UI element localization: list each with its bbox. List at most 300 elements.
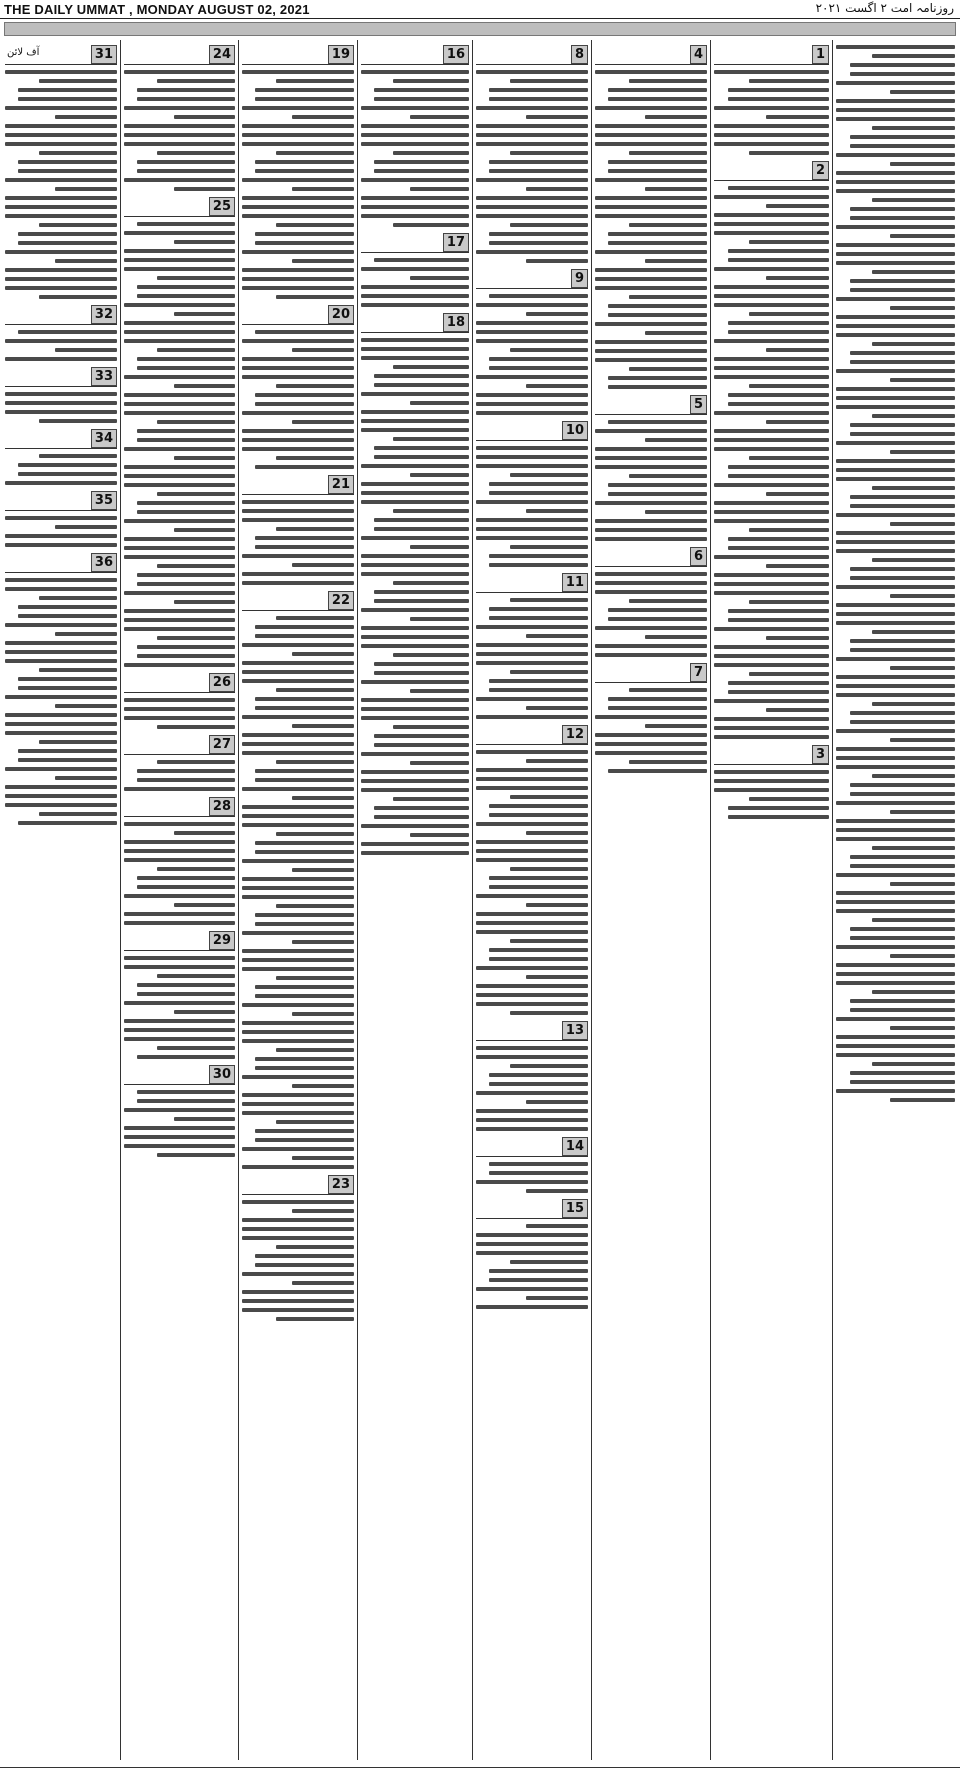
text-line <box>836 540 955 544</box>
text-line <box>476 643 588 647</box>
text-line <box>374 527 469 531</box>
item-number-badge <box>812 45 829 64</box>
text-line <box>5 803 117 807</box>
text-line <box>714 779 829 783</box>
text-line <box>476 1091 588 1095</box>
text-line <box>714 142 829 146</box>
text-line <box>55 525 117 529</box>
text-line <box>242 1227 354 1231</box>
item-number: 1 <box>815 47 825 62</box>
text-line <box>872 486 955 490</box>
text-line <box>137 294 235 298</box>
text-line <box>18 614 117 618</box>
news-item-header <box>124 734 235 755</box>
text-line <box>5 534 117 538</box>
text-line <box>836 531 955 535</box>
text-line <box>292 1084 354 1088</box>
text-line <box>5 142 117 146</box>
text-line <box>5 286 117 290</box>
text-line <box>157 564 235 568</box>
text-line <box>489 1278 588 1282</box>
text-line <box>489 1073 588 1077</box>
text-line <box>629 223 707 227</box>
news-item-text <box>361 258 469 307</box>
text-line <box>595 715 707 719</box>
text-line <box>714 645 829 649</box>
news-item-header <box>476 420 588 441</box>
text-line <box>242 268 354 272</box>
text-line <box>255 985 354 989</box>
text-line <box>476 777 588 781</box>
text-line <box>255 922 354 926</box>
text-line <box>728 186 829 190</box>
item-number: 35 <box>94 493 113 508</box>
text-line <box>595 133 707 137</box>
text-line <box>137 573 235 577</box>
text-line <box>476 966 588 970</box>
news-item-text <box>476 750 588 1015</box>
text-line <box>255 169 354 173</box>
text-line <box>361 680 469 684</box>
text-line <box>489 357 588 361</box>
text-line <box>361 70 469 74</box>
text-line <box>410 689 469 693</box>
text-line <box>410 833 469 837</box>
text-line <box>836 315 955 319</box>
text-line <box>242 509 354 513</box>
text-line <box>137 1090 235 1094</box>
text-line <box>836 387 955 391</box>
text-line <box>749 151 830 155</box>
text-line <box>850 423 955 427</box>
text-line <box>836 684 955 688</box>
text-line <box>836 297 955 301</box>
text-line <box>137 169 235 173</box>
text-line <box>242 70 354 74</box>
text-line <box>361 851 469 855</box>
text-line <box>157 151 235 155</box>
text-line <box>410 401 469 405</box>
text-line <box>476 1242 588 1246</box>
header-rule-bar <box>4 22 956 36</box>
text-line <box>608 706 707 710</box>
text-line <box>510 223 588 227</box>
item-number: 9 <box>574 271 584 286</box>
text-line <box>476 330 588 334</box>
text-line <box>5 268 117 272</box>
text-line <box>18 677 117 681</box>
text-line <box>836 153 955 157</box>
text-line <box>124 267 235 271</box>
text-line <box>850 711 955 715</box>
text-line <box>766 708 829 712</box>
text-line <box>850 648 955 652</box>
item-number-badge <box>209 931 235 950</box>
text-line <box>850 495 955 499</box>
news-item-header <box>714 44 829 65</box>
text-line <box>361 428 469 432</box>
text-line <box>292 259 354 263</box>
text-line <box>489 88 588 92</box>
text-line <box>836 729 955 733</box>
text-line <box>872 414 955 418</box>
text-line <box>55 632 117 636</box>
text-line <box>55 704 117 708</box>
text-line <box>361 608 469 612</box>
text-line <box>255 545 354 549</box>
text-line <box>836 1017 955 1021</box>
news-item-header <box>5 44 117 65</box>
text-line <box>255 160 354 164</box>
text-line <box>728 330 829 334</box>
news-item-text <box>595 572 707 657</box>
text-line <box>489 813 588 817</box>
text-line <box>714 654 829 658</box>
text-line <box>608 420 707 424</box>
text-line <box>174 115 235 119</box>
text-line <box>361 536 469 540</box>
text-line <box>526 384 588 388</box>
text-line <box>242 715 354 719</box>
text-line <box>242 286 354 290</box>
news-item-header <box>5 428 117 449</box>
text-line <box>137 357 235 361</box>
news-item-header <box>476 572 588 593</box>
text-line <box>242 1218 354 1222</box>
text-line <box>361 303 469 307</box>
item-number-badge <box>443 233 469 252</box>
news-item-header <box>5 304 117 325</box>
text-line <box>124 1001 235 1005</box>
text-line <box>595 751 707 755</box>
news-item-text <box>5 516 117 547</box>
text-line <box>361 133 469 137</box>
text-line <box>645 331 707 335</box>
news-item-text <box>5 454 117 485</box>
text-line <box>836 513 955 517</box>
column-2 <box>120 40 238 1760</box>
text-line <box>850 927 955 931</box>
text-line <box>608 304 707 308</box>
text-line <box>39 419 117 423</box>
text-line <box>476 840 588 844</box>
text-line <box>595 590 707 594</box>
text-line <box>124 840 235 844</box>
text-line <box>361 572 469 576</box>
text-line <box>393 223 469 227</box>
text-line <box>5 578 117 582</box>
text-line <box>18 169 117 173</box>
item-number-badge <box>690 45 707 64</box>
text-line <box>55 115 117 119</box>
text-line <box>292 940 354 944</box>
text-line <box>124 618 235 622</box>
text-line <box>292 1209 354 1213</box>
item-number: 10 <box>565 423 584 438</box>
text-line <box>872 1062 955 1066</box>
text-line <box>595 340 707 344</box>
text-line <box>174 1010 235 1014</box>
text-line <box>728 393 829 397</box>
text-line <box>124 537 235 541</box>
text-line <box>18 749 117 753</box>
text-line <box>374 815 469 819</box>
text-line <box>39 812 117 816</box>
text-line <box>393 797 469 801</box>
text-line <box>393 509 469 513</box>
text-line <box>850 288 955 292</box>
text-line <box>5 196 117 200</box>
text-line <box>255 1129 354 1133</box>
text-line <box>361 698 469 702</box>
text-line <box>749 528 830 532</box>
text-line <box>393 653 469 657</box>
text-line <box>890 954 955 958</box>
text-line <box>595 196 707 200</box>
item-number: 25 <box>212 199 231 214</box>
text-line <box>595 456 707 460</box>
text-line <box>629 474 707 478</box>
text-line <box>850 720 955 724</box>
text-line <box>890 738 955 742</box>
text-line <box>836 765 955 769</box>
text-line <box>137 88 235 92</box>
text-line <box>137 510 235 514</box>
text-line <box>361 500 469 504</box>
text-line <box>174 528 235 532</box>
text-line <box>276 1317 354 1321</box>
news-item-text <box>242 330 354 469</box>
text-line <box>5 70 117 74</box>
text-line <box>526 903 588 907</box>
text-line <box>489 607 588 611</box>
text-line <box>18 472 117 476</box>
text-line <box>242 205 354 209</box>
text-line <box>629 295 707 299</box>
text-line <box>242 1147 354 1151</box>
item-number-badge <box>562 421 588 440</box>
text-line <box>137 778 235 782</box>
news-item-header <box>476 268 588 289</box>
text-line <box>608 160 707 164</box>
text-line <box>595 447 707 451</box>
item-number-badge <box>328 475 354 494</box>
text-line <box>645 438 707 442</box>
text-line <box>714 770 829 774</box>
text-line <box>714 510 829 514</box>
text-line <box>836 1035 955 1039</box>
text-line <box>242 751 354 755</box>
text-line <box>5 713 117 717</box>
item-number: 16 <box>446 47 465 62</box>
text-line <box>595 277 707 281</box>
text-line <box>242 1200 354 1204</box>
text-line <box>850 936 955 940</box>
text-line <box>836 972 955 976</box>
text-line <box>836 603 955 607</box>
text-line <box>124 474 235 478</box>
text-line <box>5 357 117 361</box>
item-number: 28 <box>212 799 231 814</box>
text-line <box>276 79 354 83</box>
text-line <box>410 276 469 280</box>
text-line <box>255 769 354 773</box>
text-line <box>292 115 354 119</box>
text-line <box>276 527 354 531</box>
text-line <box>714 591 829 595</box>
text-line <box>836 108 955 112</box>
text-line <box>157 725 235 729</box>
text-line <box>850 576 955 580</box>
text-line <box>361 788 469 792</box>
text-line <box>242 411 354 415</box>
news-item-header <box>242 590 354 611</box>
text-line <box>608 97 707 101</box>
text-line <box>18 232 117 236</box>
item-number-badge <box>690 395 707 414</box>
text-line <box>728 321 829 325</box>
text-line <box>476 455 588 459</box>
text-line <box>5 178 117 182</box>
item-number-badge <box>91 429 117 448</box>
text-line <box>18 330 117 334</box>
text-line <box>374 599 469 603</box>
text-line <box>836 333 955 337</box>
text-line <box>292 796 354 800</box>
item-number: 29 <box>212 933 231 948</box>
text-line <box>137 429 235 433</box>
text-line <box>242 133 354 137</box>
text-line <box>476 858 588 862</box>
text-line <box>137 885 235 889</box>
text-line <box>124 591 235 595</box>
text-line <box>850 999 955 1003</box>
text-line <box>476 625 588 629</box>
item-number: 14 <box>565 1139 584 1154</box>
text-line <box>242 814 354 818</box>
text-line <box>850 351 955 355</box>
text-line <box>714 429 829 433</box>
text-line <box>476 1046 588 1050</box>
item-number-badge <box>209 735 235 754</box>
item-number: 21 <box>331 477 350 492</box>
text-line <box>714 285 829 289</box>
text-line <box>836 396 955 400</box>
news-item-header <box>476 1198 588 1219</box>
item-number-badge <box>209 797 235 816</box>
news-item-text <box>595 70 707 389</box>
item-number: 30 <box>212 1067 231 1082</box>
news-item-text <box>361 338 469 855</box>
text-line <box>137 983 235 987</box>
text-line <box>489 554 588 558</box>
text-line <box>124 124 235 128</box>
text-line <box>608 769 707 773</box>
text-line <box>476 303 588 307</box>
text-line <box>5 205 117 209</box>
text-line <box>276 976 354 980</box>
text-line <box>292 868 354 872</box>
text-line <box>872 990 955 994</box>
text-line <box>595 250 707 254</box>
item-number: 17 <box>446 235 465 250</box>
text-line <box>374 88 469 92</box>
text-line <box>714 222 829 226</box>
text-line <box>55 187 117 191</box>
text-line <box>410 115 469 119</box>
text-line <box>18 241 117 245</box>
text-line <box>361 294 469 298</box>
news-item-header <box>595 394 707 415</box>
item-number: 12 <box>565 727 584 742</box>
text-line <box>645 187 707 191</box>
news-item-text <box>124 760 235 791</box>
text-line <box>836 243 955 247</box>
news-item-text <box>242 70 354 299</box>
text-line <box>137 501 235 505</box>
text-line <box>714 483 829 487</box>
text-line <box>242 1290 354 1294</box>
text-line <box>836 189 955 193</box>
text-line <box>410 761 469 765</box>
text-line <box>728 690 829 694</box>
news-item-text <box>5 70 117 299</box>
text-line <box>361 106 469 110</box>
text-line <box>292 1012 354 1016</box>
text-line <box>714 357 829 361</box>
text-line <box>242 931 354 935</box>
text-line <box>242 670 354 674</box>
text-line <box>489 97 588 101</box>
text-line <box>157 1046 235 1050</box>
text-line <box>728 97 829 101</box>
text-line <box>374 160 469 164</box>
text-line <box>872 774 955 778</box>
text-line <box>276 1048 354 1052</box>
text-line <box>850 864 955 868</box>
text-line <box>374 97 469 101</box>
text-line <box>526 1100 588 1104</box>
text-line <box>714 339 829 343</box>
text-line <box>124 965 235 969</box>
text-line <box>361 178 469 182</box>
text-line <box>124 894 235 898</box>
text-line <box>476 124 588 128</box>
text-line <box>476 214 588 218</box>
text-line <box>836 819 955 823</box>
text-line <box>489 241 588 245</box>
text-line <box>850 855 955 859</box>
text-line <box>714 213 829 217</box>
item-number-badge <box>328 305 354 324</box>
news-item-header <box>595 44 707 65</box>
text-line <box>255 1254 354 1258</box>
text-line <box>872 558 955 562</box>
text-line <box>242 733 354 737</box>
text-line <box>361 410 469 414</box>
text-line <box>526 1189 588 1193</box>
text-line <box>157 79 235 83</box>
text-line <box>361 779 469 783</box>
text-line <box>255 97 354 101</box>
text-line <box>489 482 588 486</box>
text-line <box>393 79 469 83</box>
text-line <box>836 837 955 841</box>
text-line <box>489 948 588 952</box>
text-line <box>595 653 707 657</box>
text-line <box>890 378 955 382</box>
text-line <box>890 522 955 526</box>
